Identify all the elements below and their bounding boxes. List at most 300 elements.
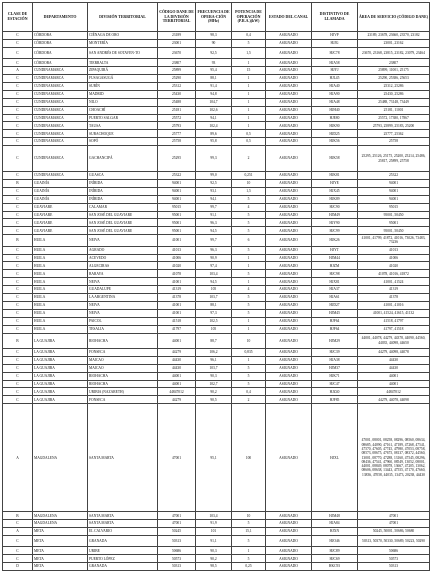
cell-channel-status: ASIGNADO	[266, 372, 312, 380]
cell-dane-code: 50573	[158, 555, 196, 563]
cell-dane-code: 25290	[158, 75, 196, 83]
cell-station-class: C	[3, 187, 33, 195]
cell-territorial-division: MAICAO	[88, 356, 158, 364]
cell-frequency: 90,2	[196, 388, 232, 396]
cell-station-class: B	[3, 512, 33, 520]
cell-frequency: 101	[196, 528, 232, 536]
cell-dane-code: 23670	[158, 47, 196, 59]
cell-station-class: C	[3, 98, 33, 106]
cell-dane-code: 23189	[158, 32, 196, 40]
cell-territorial-division: SUBÍN	[88, 82, 158, 90]
cell-station-class: C	[3, 146, 33, 172]
cell-power: 15	[232, 67, 266, 75]
cell-frequency: 99,7	[196, 203, 232, 211]
cell-power: 5	[232, 535, 266, 547]
cell-channel-status: ASIGNADO	[266, 39, 312, 47]
cell-call-sign: HJF85	[312, 396, 358, 404]
cell-channel-status: ASIGNADO	[266, 278, 312, 286]
table-row	[3, 563, 430, 571]
cell-station-class: C	[3, 317, 33, 325]
cell-department: HUILA	[33, 254, 88, 262]
table-row	[3, 47, 430, 59]
cell-frequency: 88,7	[196, 333, 232, 349]
cell-dane-code: 41001	[158, 278, 196, 286]
cell-frequency: 91,4	[196, 82, 232, 90]
header-power: POTENCIA DE OPERACIÓN (P.R.A.)(kW)	[232, 3, 266, 32]
cell-dane-code: 44279	[158, 396, 196, 404]
cell-power: 5	[232, 520, 266, 528]
cell-service-area: 44430	[358, 356, 430, 364]
cell-channel-status: ASIGNADO	[266, 98, 312, 106]
cell-dane-code: 94001	[158, 195, 196, 203]
cell-department: META	[33, 535, 88, 547]
cell-power: 5	[232, 270, 266, 278]
cell-call-sign: HJC39	[312, 349, 358, 357]
cell-department: HUILA	[33, 309, 88, 317]
cell-territorial-division: SANTA MARTA	[88, 520, 158, 528]
table-row	[3, 138, 430, 146]
cell-station-class: C	[3, 364, 33, 372]
cell-territorial-division: RIOHACHA	[88, 372, 158, 380]
table-row	[3, 364, 430, 372]
cell-frequency: 97,4	[196, 262, 232, 270]
cell-call-sign: HJM37	[312, 364, 358, 372]
cell-power: 5	[232, 380, 266, 388]
cell-power: 1,5	[232, 47, 266, 59]
cell-call-sign: HJK90	[312, 122, 358, 130]
cell-territorial-division: CHOACHÍ	[88, 106, 158, 114]
frequency-allocation-table	[2, 2, 430, 571]
cell-power: 1	[232, 262, 266, 270]
cell-dane-code: 25322	[158, 172, 196, 180]
cell-frequency: 88,1	[196, 75, 232, 83]
cell-channel-status: ASIGNADO	[266, 67, 312, 75]
cell-territorial-division: MADRID	[88, 90, 158, 98]
cell-territorial-division: GRANADA	[88, 563, 158, 571]
cell-territorial-division: RIOHACHA	[88, 333, 158, 349]
cell-service-area: 41020	[358, 262, 430, 270]
cell-service-area: 25488, 73148, 73449	[358, 98, 430, 106]
cell-frequency: 98,3	[196, 32, 232, 40]
table-row	[3, 270, 430, 278]
cell-call-sign: HJA48	[312, 98, 358, 106]
cell-channel-status: ASIGNADO	[266, 286, 312, 294]
cell-service-area: 44001, 44078, 44279, 44378, 44090, 44560, 44035, 44098, 44650	[358, 333, 430, 349]
cell-department: CUNDINAMARCA	[33, 106, 88, 114]
cell-department: HUILA	[33, 262, 88, 270]
cell-call-sign: HJYE	[312, 179, 358, 187]
table-row	[3, 396, 430, 404]
cell-service-area: 25793, 25899, 25183, 25200	[358, 122, 430, 130]
cell-department: LA GUAJIRA	[33, 356, 88, 364]
cell-station-class: D	[3, 563, 33, 571]
cell-service-area: 41001, 41016	[358, 301, 430, 309]
cell-service-area: 47001	[358, 512, 430, 520]
cell-channel-status: ASIGNADO	[266, 563, 312, 571]
cell-frequency: 91,1	[196, 211, 232, 219]
cell-station-class: B	[3, 179, 33, 187]
cell-call-sign: HJA58	[312, 59, 358, 67]
cell-dane-code: 25793	[158, 122, 196, 130]
cell-service-area: 41013	[358, 246, 430, 254]
table-row	[3, 254, 430, 262]
cell-station-class: C	[3, 211, 33, 219]
cell-frequency: 99,7	[196, 235, 232, 247]
cell-dane-code: 41797	[158, 325, 196, 333]
cell-service-area: 23807	[358, 59, 430, 67]
cell-station-class: C	[3, 219, 33, 227]
cell-power: 5	[232, 309, 266, 317]
cell-department: GUAINÍA	[33, 187, 88, 195]
header-call-sign: DISTINTIVO DE LLAMADA	[312, 3, 358, 32]
cell-power: 5	[232, 555, 266, 563]
cell-territorial-division: URIBIA (NAZARETH)	[88, 388, 158, 396]
cell-department: CÓRDOBA	[33, 47, 88, 59]
table-row	[3, 67, 430, 75]
cell-call-sign: HJYT	[312, 246, 358, 254]
cell-territorial-division: FONSECA	[88, 349, 158, 357]
cell-frequency: 106,2	[196, 349, 232, 357]
table-row	[3, 122, 430, 130]
cell-department: CUNDINAMARCA	[33, 122, 88, 130]
cell-dane-code: 50686	[158, 547, 196, 555]
cell-dane-code: 50313	[158, 563, 196, 571]
cell-channel-status: ASIGNADO	[266, 309, 312, 317]
table-body	[3, 32, 430, 571]
cell-call-sign: HJK26	[312, 235, 358, 247]
cell-territorial-division: URIBE	[88, 547, 158, 555]
cell-station-class: B	[3, 235, 33, 247]
cell-department: META	[33, 547, 88, 555]
cell-territorial-division: EL CALVARIO	[88, 528, 158, 536]
cell-call-sign: HJD27	[312, 301, 358, 309]
cell-dane-code: 41001	[158, 309, 196, 317]
cell-station-class: C	[3, 325, 33, 333]
cell-territorial-division: LA ARGENTINA	[88, 294, 158, 302]
cell-channel-status: ASIGNADO	[266, 146, 312, 172]
cell-frequency: 102,4	[196, 122, 232, 130]
cell-power: 5	[232, 246, 266, 254]
cell-frequency: 91,1	[196, 535, 232, 547]
table-row	[3, 146, 430, 172]
cell-service-area: 25572, 17380, 17867	[358, 114, 430, 122]
cell-service-area: 41518, 41797	[358, 317, 430, 325]
cell-channel-status: ASIGNADO	[266, 114, 312, 122]
table-row	[3, 555, 430, 563]
cell-station-class: A	[3, 528, 33, 536]
cell-frequency: 90,9	[196, 254, 232, 262]
header-department: DEPARTAMENTO	[33, 3, 88, 32]
cell-territorial-division: ACEVEDO	[88, 254, 158, 262]
cell-department: CUNDINAMARCA	[33, 90, 88, 98]
cell-department: MAGDALENA	[33, 512, 88, 520]
cell-department: LA GUAJIRA	[33, 388, 88, 396]
cell-department: CÓRDOBA	[33, 59, 88, 67]
cell-call-sign: HJC90	[312, 203, 358, 211]
cell-channel-status: ASIGNADO	[266, 90, 312, 98]
cell-territorial-division: NILO	[88, 98, 158, 106]
cell-call-sign: HKC93	[312, 563, 358, 571]
cell-channel-status: ASIGNADO	[266, 333, 312, 349]
cell-channel-status: ASIGNADO	[266, 356, 312, 364]
cell-territorial-division: FUSAGASUGÁ	[88, 75, 158, 83]
cell-station-class: C	[3, 82, 33, 90]
cell-territorial-division: NEIVA	[88, 309, 158, 317]
cell-frequency: 93,1	[196, 187, 232, 195]
cell-service-area: 23670, 23168, 23815, 23182, 23079, 23464	[358, 47, 430, 59]
cell-department: GUAVIARE	[33, 203, 88, 211]
cell-territorial-division: ALGECIRAS	[88, 262, 158, 270]
table-row	[3, 59, 430, 67]
cell-channel-status: ASIGNADO	[266, 317, 312, 325]
table-row	[3, 309, 430, 317]
cell-call-sign: HJC89	[312, 547, 358, 555]
table-row	[3, 380, 430, 388]
cell-channel-status: ASIGNADO	[266, 325, 312, 333]
cell-call-sign: HJYJ	[312, 67, 358, 75]
cell-service-area: 47001, 08001, 08258, 08296, 08560, 08634, 08685, 44090, 47161, 47189, 47268, 47541, 47570, 47605, 47745, 47980, 47053, 08758, 08573, 08675, 47675, 08137, 08372, 44560, 13001, 08770, 47288, 13160, 47545, 08296, 08436, 47541, 47960, 08549, 13052, 08001, 44001, 08849, 08078, 13667, 47205, 13062, 08606, 08638, 13443, 47555, 47170, 47660, 13836, 47058, 44035, 13473, 20238, 44430	[358, 404, 430, 512]
cell-station-class: C	[3, 195, 33, 203]
cell-department: LA GUAJIRA	[33, 349, 88, 357]
cell-service-area: 25312, 25286	[358, 82, 430, 90]
cell-call-sign: HJM45	[312, 309, 358, 317]
cell-service-area: 94001	[358, 195, 430, 203]
cell-service-area: 41006	[358, 254, 430, 262]
cell-dane-code: 25181	[158, 106, 196, 114]
cell-call-sign: HJA84	[312, 520, 358, 528]
cell-call-sign: HJY90	[312, 219, 358, 227]
cell-frequency: 95,8	[196, 138, 232, 146]
cell-channel-status: ASIGNADO	[266, 364, 312, 372]
cell-department: HUILA	[33, 317, 88, 325]
cell-power: 6	[232, 235, 266, 247]
cell-power: 5	[232, 195, 266, 203]
cell-territorial-division: FONSECA	[88, 396, 158, 404]
cell-frequency: 99,0	[196, 172, 232, 180]
table-row	[3, 262, 430, 270]
cell-call-sign: HJF64	[312, 317, 358, 325]
cell-channel-status: ASIGNADO	[266, 555, 312, 563]
cell-station-class: C	[3, 90, 33, 98]
cell-station-class: C	[3, 47, 33, 59]
table-row	[3, 535, 430, 547]
cell-power: 0,5	[232, 130, 266, 138]
cell-power: 1	[232, 75, 266, 83]
cell-dane-code: 95001	[158, 219, 196, 227]
cell-call-sign: HJO46	[312, 535, 358, 547]
cell-dane-code: 50245	[158, 528, 196, 536]
cell-call-sign: HJK71	[312, 372, 358, 380]
cell-channel-status: ASIGNADO	[266, 82, 312, 90]
header-channel-status: ESTADO DEL CANAL	[266, 3, 312, 32]
cell-station-class: C	[3, 547, 33, 555]
cell-service-area: 23189, 23678, 23660, 23570, 23182	[358, 32, 430, 40]
cell-power: 2	[232, 396, 266, 404]
cell-call-sign: HJVP	[312, 32, 358, 40]
table-row	[3, 75, 430, 83]
table-row	[3, 278, 430, 286]
cell-territorial-division: NEIVA	[88, 301, 158, 309]
cell-power: 5	[232, 211, 266, 219]
cell-territorial-division: TIERRALTA	[88, 59, 158, 67]
cell-station-class: C	[3, 278, 33, 286]
cell-channel-status: ASIGNADO	[266, 47, 312, 59]
cell-station-class: C	[3, 203, 33, 211]
cell-department: META	[33, 563, 88, 571]
cell-channel-status: ASIGNADO	[266, 203, 312, 211]
cell-call-sign: HJZ40	[312, 388, 358, 396]
table-row	[3, 203, 430, 211]
cell-service-area: 25899, 11001, 25175	[358, 67, 430, 75]
cell-department: HUILA	[33, 246, 88, 254]
cell-call-sign: HJH40	[312, 106, 358, 114]
cell-channel-status: ASIGNADO	[266, 219, 312, 227]
cell-power: 1	[232, 98, 266, 106]
cell-territorial-division: INÍRIDA	[88, 179, 158, 187]
cell-dane-code: 47001	[158, 520, 196, 528]
cell-frequency: 104,7	[196, 98, 232, 106]
cell-channel-status: ASIGNADO	[266, 179, 312, 187]
cell-power: 0,4	[232, 32, 266, 40]
header-station-class: CLASE DE ESTACIÓN	[3, 3, 33, 32]
cell-frequency: 103,4	[196, 512, 232, 520]
cell-power: 5	[232, 364, 266, 372]
cell-power: 100	[232, 404, 266, 512]
cell-power: 15,1	[232, 528, 266, 536]
cell-power: 0,5	[232, 138, 266, 146]
cell-territorial-division: GUASCA	[88, 172, 158, 180]
cell-territorial-division: CALAMAR	[88, 203, 158, 211]
cell-channel-status: ASIGNADO	[266, 187, 312, 195]
cell-channel-status: ASIGNADO	[266, 388, 312, 396]
cell-station-class: C	[3, 254, 33, 262]
cell-call-sign: HJC47	[312, 380, 358, 388]
cell-channel-status: ASIGNADO	[266, 404, 312, 512]
cell-call-sign: HJF64	[312, 325, 358, 333]
cell-department: HUILA	[33, 235, 88, 247]
cell-dane-code: 25488	[158, 98, 196, 106]
cell-territorial-division: SANTA MARTA	[88, 404, 158, 512]
cell-territorial-division: SOPÓ	[88, 138, 158, 146]
cell-station-class: C	[3, 356, 33, 364]
cell-call-sign: HJA61	[312, 294, 358, 302]
cell-power: 0,251	[232, 172, 266, 180]
cell-power: 1	[232, 90, 266, 98]
cell-department: HUILA	[33, 325, 88, 333]
cell-department: GUAVIARE	[33, 211, 88, 219]
cell-station-class: C	[3, 122, 33, 130]
cell-frequency: 99,3	[196, 146, 232, 172]
cell-call-sign: HJXN	[312, 528, 358, 536]
cell-station-class: C	[3, 172, 33, 180]
cell-station-class: C	[3, 388, 33, 396]
cell-frequency: 94,1	[196, 114, 232, 122]
cell-frequency: 93	[196, 59, 232, 67]
cell-territorial-division: SUBACHOQUE	[88, 130, 158, 138]
cell-service-area: 23001, 23162	[358, 39, 430, 47]
cell-power: 2	[232, 146, 266, 172]
cell-power: 5	[232, 372, 266, 380]
cell-call-sign: HJM44	[312, 254, 358, 262]
header-frequency: FRECUENCIA DE OPERA-CIÓN (MHz)	[196, 3, 232, 32]
cell-territorial-division: PUERTO LÓPEZ	[88, 555, 158, 563]
cell-frequency: 94,1	[196, 195, 232, 203]
cell-territorial-division: MONTERÍA	[88, 39, 158, 47]
cell-territorial-division: TAUSA	[88, 122, 158, 130]
cell-call-sign: HJA90	[312, 90, 358, 98]
cell-service-area: 50573	[358, 555, 430, 563]
document-page	[2, 2, 429, 571]
cell-channel-status: ASIGNADO	[266, 262, 312, 270]
cell-dane-code: 44430	[158, 356, 196, 364]
cell-call-sign: HJK56	[312, 138, 358, 146]
cell-call-sign: HJZM	[312, 262, 358, 270]
cell-power: 1	[232, 106, 266, 114]
cell-service-area: 50245, 50001, 50686, 50680	[358, 528, 430, 536]
cell-station-class: C	[3, 138, 33, 146]
cell-channel-status: ASIGNADO	[266, 235, 312, 247]
table-row	[3, 286, 430, 294]
cell-dane-code: 25899	[158, 67, 196, 75]
cell-station-class: C	[3, 114, 33, 122]
cell-channel-status: ASIGNADO	[266, 106, 312, 114]
cell-department: MAGDALENA	[33, 520, 88, 528]
cell-frequency: 103,4	[196, 270, 232, 278]
cell-station-class: C	[3, 520, 33, 528]
table-row	[3, 98, 430, 106]
cell-service-area: 50313	[358, 563, 430, 571]
cell-frequency: 95,1	[196, 404, 232, 512]
cell-frequency: 94,5	[196, 278, 232, 286]
cell-frequency: 94,8	[196, 90, 232, 98]
cell-department: CUNDINAMARCA	[33, 146, 88, 172]
cell-territorial-division: TESALIA	[88, 325, 158, 333]
cell-territorial-division: SAN JOSÉ DEL GUAVIARE	[88, 211, 158, 219]
cell-frequency: 94,5	[196, 227, 232, 235]
cell-department: LA GUAJIRA	[33, 364, 88, 372]
cell-power: 10	[232, 179, 266, 187]
cell-service-area: 25777, 25362	[358, 130, 430, 138]
cell-station-class: C	[3, 59, 33, 67]
cell-service-area: 25290, 25386, 25653	[358, 75, 430, 83]
table-row	[3, 235, 430, 247]
header-dane-code: CÓDIGO DANE DE LA DIVISIÓN TERRITORIAL	[158, 3, 196, 32]
cell-frequency: 90,3	[196, 372, 232, 380]
table-row	[3, 404, 430, 512]
cell-channel-status: ASIGNADO	[266, 138, 312, 146]
cell-station-class: C	[3, 380, 33, 388]
cell-power: 1	[232, 59, 266, 67]
cell-frequency: 103,7	[196, 364, 232, 372]
cell-frequency: 96,3	[196, 219, 232, 227]
cell-dane-code: 41078	[158, 270, 196, 278]
cell-call-sign: HJX45	[312, 187, 358, 195]
cell-frequency: 89,6	[196, 130, 232, 138]
cell-department: CUNDINAMARCA	[33, 67, 88, 75]
cell-dane-code: 41378	[158, 294, 196, 302]
cell-department: HUILA	[33, 278, 88, 286]
cell-call-sign: HJC78	[312, 47, 358, 59]
table-row	[3, 130, 430, 138]
cell-dane-code: 44001	[158, 380, 196, 388]
table-row	[3, 179, 430, 187]
cell-channel-status: ASIGNADO	[266, 246, 312, 254]
cell-service-area: 44279, 44098, 44078	[358, 349, 430, 357]
cell-territorial-division: GUADALUPE	[88, 286, 158, 294]
cell-station-class: A	[3, 67, 33, 75]
cell-channel-status: ASIGNADO	[266, 547, 312, 555]
cell-territorial-division: GACHANCIPÁ	[88, 146, 158, 172]
